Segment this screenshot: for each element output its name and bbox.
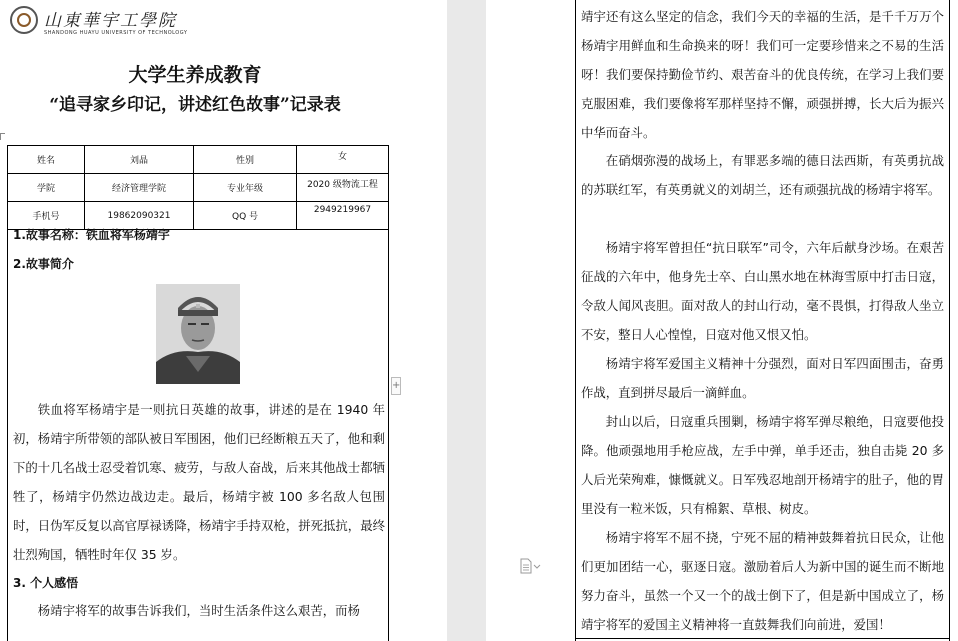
- table-bottom-border: [575, 638, 950, 639]
- table-cell: 19862090321: [85, 202, 194, 230]
- reflection-text: 杨靖宇将军的故事告诉我们，当时生活条件这么艰苦，而杨: [37, 603, 360, 618]
- reflection-heading: 3. 个人感悟: [13, 576, 79, 590]
- table-cell: 学院: [8, 174, 85, 202]
- reflection-paragraph: 靖宇还有这么坚定的信念，我们今天的幸福的生活，是千千万万个杨靖宇用鲜血和生命换来的呀！我们可一定要珍惜来之不易的生活呀！我们要保持勤俭节约、艰苦奋斗的优良传统，在学习上我们要克服困难，我们要像将军那样坚持不懈，顽强拼搏，长大后为振兴中华而奋斗。: [581, 9, 944, 140]
- university-name-cn: 山東華宇工學院: [44, 11, 177, 31]
- table-cell: 刘晶: [85, 146, 194, 174]
- story-name-value: 铁血将军杨靖宇: [85, 228, 170, 242]
- reflection-paragraph: 封山以后，日寇重兵围剿，杨靖宇将军弹尽粮绝，日寇要他投降。他顽强地用手枪应战，左手中弹，单手还击，独自击毙 20 多人后光荣殉难，慷慨就义。日军残忍地剖开杨靖宇的肚子，他的胃里没有一粒米饭，只有棉絮、草根、树皮。: [581, 414, 944, 516]
- page-gap: [447, 0, 486, 641]
- table-cell: QQ 号: [194, 202, 297, 230]
- story-name-heading: [13, 226, 170, 243]
- university-seal-icon: [10, 6, 38, 34]
- table-cell: 专业年级: [194, 174, 297, 202]
- table-cell: 手机号: [8, 202, 85, 230]
- reflection-paragraph: 杨靖宇将军曾担任“抗日联军”司令，六年后献身沙场。在艰苦征战的六年中，他身先士卒、白山黑水地在林海雪原中打击日寇，令敌人闻风丧胆。面对敌人的封山行动，毫不畏惧，打得敌人坐立不安，整日人心惶惶，日寇对他又恨又怕。: [581, 240, 944, 342]
- table-cell: 姓名: [8, 146, 85, 174]
- portrait-photo-icon: [156, 284, 240, 384]
- reflection-paragraph: 在硝烟弥漫的战场上，有罪恶多端的德日法西斯，有英勇抗战的苏联红军，有英勇就义的刘胡兰，还有顽强抗战的杨靖宇将军。: [581, 153, 944, 197]
- table-cell: 经济管理学院: [85, 174, 194, 202]
- table-cell: 2020 级物流工程: [297, 174, 389, 202]
- university-logo: [10, 6, 210, 38]
- margin-corner-mark: [0, 133, 5, 140]
- table-cell: 2949219967: [297, 202, 389, 230]
- expand-button[interactable]: +: [391, 377, 401, 395]
- table-row: [8, 174, 389, 202]
- reflection-continued: [575, 0, 950, 641]
- table-cell: 性别: [194, 146, 297, 174]
- left-page: [0, 0, 447, 641]
- reflection-paragraph: 杨靖宇将军爱国主义精神十分强烈，面对日军四面围击，奋勇作战，直到拼尽最后一滴鲜血。: [581, 356, 944, 400]
- right-page: [486, 0, 958, 641]
- story-name-label: 1.故事名称：: [13, 228, 86, 242]
- story-intro-heading: 2.故事简介: [13, 257, 74, 271]
- table-cell: 女: [297, 146, 389, 174]
- document-icon[interactable]: [519, 558, 541, 574]
- document-subtitle: “追寻家乡印记，讲述红色故事”记录表: [49, 95, 341, 115]
- story-intro-text: 铁血将军杨靖宇是一则抗日英雄的故事，讲述的是在 1940 年初，杨靖宇所带领的部队被日军围困，他们已经断粮五天了，他和剩下的十几名战士忍受着饥寒、疲劳，与敌人奋战，后来其他战士都牺牲了，杨靖宇仍然边战边走。最后，杨靖宇被 100 多名敌人包围时，日伪军反复以高官厚禄诱降，杨靖宇手持双枪，拼死抵抗，最终壮烈殉国，牺牲时年仅 35 岁。: [13, 402, 385, 562]
- story-section: [7, 218, 389, 641]
- table-row: [8, 146, 389, 174]
- document-title: 大学生养成教育: [128, 64, 262, 86]
- university-name-en: SHANDONG HUAYU UNIVERSITY OF TECHNOLOGY: [44, 30, 188, 36]
- reflection-paragraph: 杨靖宇将军不屈不挠，宁死不屈的精神鼓舞着抗日民众，让他们更加团结一心，驱逐日寇。激励着后人为新中国的诞生而不断地努力奋斗，虽然一个又一个的战士倒下了，但是新中国成立了，杨靖宇将军的爱国主义精神将一直鼓舞我们向前进，爱国！: [581, 530, 944, 632]
